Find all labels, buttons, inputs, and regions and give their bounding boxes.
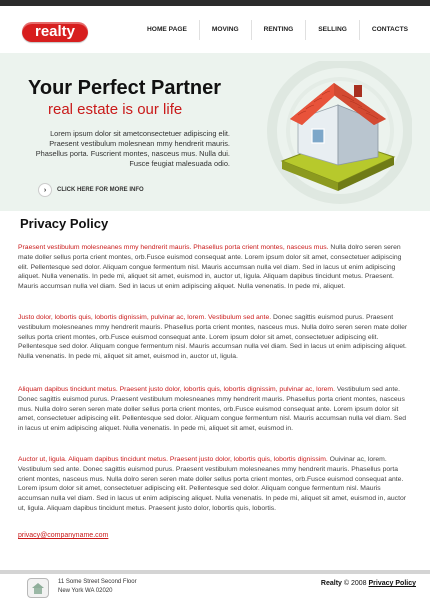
paragraph-3 bbox=[18, 385, 412, 434]
arrow-right-icon: › bbox=[38, 183, 52, 197]
privacy-email-link[interactable]: privacy@companyname.com bbox=[18, 532, 109, 539]
paragraph-1 bbox=[18, 243, 412, 292]
paragraph-lead: Praesent vestibulum molesneanes mmy hendrerit mauris. Phasellus porta crient montes, nasceus mus. bbox=[18, 244, 329, 251]
nav-moving[interactable]: MOVING bbox=[199, 20, 251, 40]
footer-brand: Realty bbox=[320, 580, 342, 587]
address-line-1: 11 Some Street Second Floor bbox=[58, 579, 137, 585]
paragraph-body: Nulla dolro seren seren mate doller sellus porta crient montes, orb.Fusce euismod consequat ante. Lorem ipsum dolor sit amet, consectetuer adipiscing elit. Pellentesque sed dolor. Aliquam congue fermentum nisl. Mauris accumsan nulla vel diam. Sed in lacus ut enim adipiscing aliquet. Nulla venenatis. In pede mi, aliquet sit amet, euismod in, auctor ut, ligula. Aliquam dapibus tincidunt metus. Praesent. Mauris accumsan nulla vel diam. Sed in lacus ut enim adipiscing aliquet. Nulla venenatis. In pede mi, aliquet. bbox=[18, 244, 402, 291]
page-title: Privacy Policy bbox=[20, 216, 109, 231]
paragraph-body: Vestibulum sed ante. Donec sagittis euismod purus. Praesent vestibulum molesneanes mmy hendrerit mauris. Phasellus porta crient montes, nasceus mus. Nulla dolro seren seren mate doller sellus porta crient montes, orb.Fusce euismod consequat ante. Lorem ipsum dolor sit amet, consectetuer adipiscing elit. Pellentesque sed dolor. Aliquam congue fermentum nisl. Mauris accumsan nulla vel diam. Sed in lacus ut enim adipiscing aliquet. Nulla venenatis. In pede mi, aliquet sit amet, euismod in. bbox=[18, 386, 407, 433]
paragraph-lead: Justo dolor, lobortis quis, lobortis dignissim, pulvinar ac, lorem. Vestibulum sed ante. bbox=[18, 314, 272, 321]
nav-selling[interactable]: SELLING bbox=[305, 20, 359, 40]
paragraph-lead: Aliquam dapibus tincidunt metus. Praesent justo dolor, lobortis quis, lobortis dignissim, pulvinar ac, lorem. bbox=[18, 386, 335, 393]
paragraph-body: Ouivinar ac, lorem. Vestibulum sed ante. Donec sagittis euismod purus. Praesent vestibulum molesneanes mmy hendrerit mauris. Phasellus porta crient montes, nasceus mus. Nulla dolro seren seren mate doller sellus porta crient montes, orb.Fusce euismod consequat ante. Lorem ipsum dolor sit amet, consectetuer adipiscing elit. Pellentesque sed dolor. Aliquam congue fermentum nisl. Mauris accumsan nulla vel diam. Sed in lacus ut enim adipiscing aliquet. Nulla venenatis. In pede mi, aliquet sit amet, euismod in, auctor ut, ligula. Aliquam dapibus tincidunt metus. Praesent justo dolor, lobortis quis, lobortis. bbox=[18, 456, 407, 512]
nav-contacts[interactable]: CONTACTS bbox=[359, 20, 420, 40]
nav-home[interactable]: HOME PAGE bbox=[147, 26, 187, 33]
more-info-button[interactable] bbox=[38, 183, 144, 197]
logo[interactable]: realty bbox=[22, 22, 88, 42]
footer-address bbox=[58, 578, 137, 596]
paragraph-body: Donec sagittis euismod purus. Praesent vestibulum molesneanes mmy hendrerit mauris. Phasellus porta crient montes, nasceus mus. Nulla dolro seren seren mate doller sellus porta crient montes, orb.Fusce euismod consequat ante. Lorem ipsum dolor sit amet, consectetuer adipiscing elit. Pellentesque sed dolor. Aliquam congue fermentum nisl. Mauris accumsan nulla vel diam. Sed in lacus ut enim adipiscing aliquet. Nulla venenatis. In pede mi, aliquet sit amet, euismod in, auctor ut, ligula. bbox=[18, 314, 408, 361]
hero-title: Your Perfect Partner bbox=[28, 77, 222, 99]
hero-banner bbox=[0, 53, 430, 211]
nav-renting[interactable]: RENTING bbox=[251, 20, 306, 40]
footer-divider bbox=[0, 570, 430, 574]
hero-subtitle: real estate is our life bbox=[48, 101, 183, 118]
copyright-text: © 2008 bbox=[341, 580, 369, 587]
paragraph-lead: Auctor ut, ligula. Aliquam dapibus tincidunt metus. Praesent justo dolor, lobortis quis, lobortis dignissim. bbox=[18, 456, 328, 463]
header bbox=[0, 6, 430, 53]
privacy-policy-link[interactable]: Privacy Policy bbox=[368, 580, 416, 587]
footer bbox=[0, 570, 430, 607]
hero-text: Lorem ipsum dolor sit ametconsectetuer adipiscing elit. Praesent vestibulum molesnean mmy hendrerit mauris. Phasellus porta. Fuscrient montes, nasceus mus. Nulla dui. Fusce feugiat malesuada odio. bbox=[35, 129, 230, 168]
more-info-label: CLICK HERE FOR MORE INFO bbox=[57, 187, 144, 193]
paragraph-4 bbox=[18, 455, 412, 514]
house-icon bbox=[27, 578, 49, 598]
paragraph-2 bbox=[18, 313, 412, 362]
address-line-2: New York WA 02020 bbox=[58, 588, 113, 594]
main-nav bbox=[135, 20, 420, 40]
house-illustration bbox=[262, 61, 412, 206]
copyright bbox=[321, 580, 416, 587]
